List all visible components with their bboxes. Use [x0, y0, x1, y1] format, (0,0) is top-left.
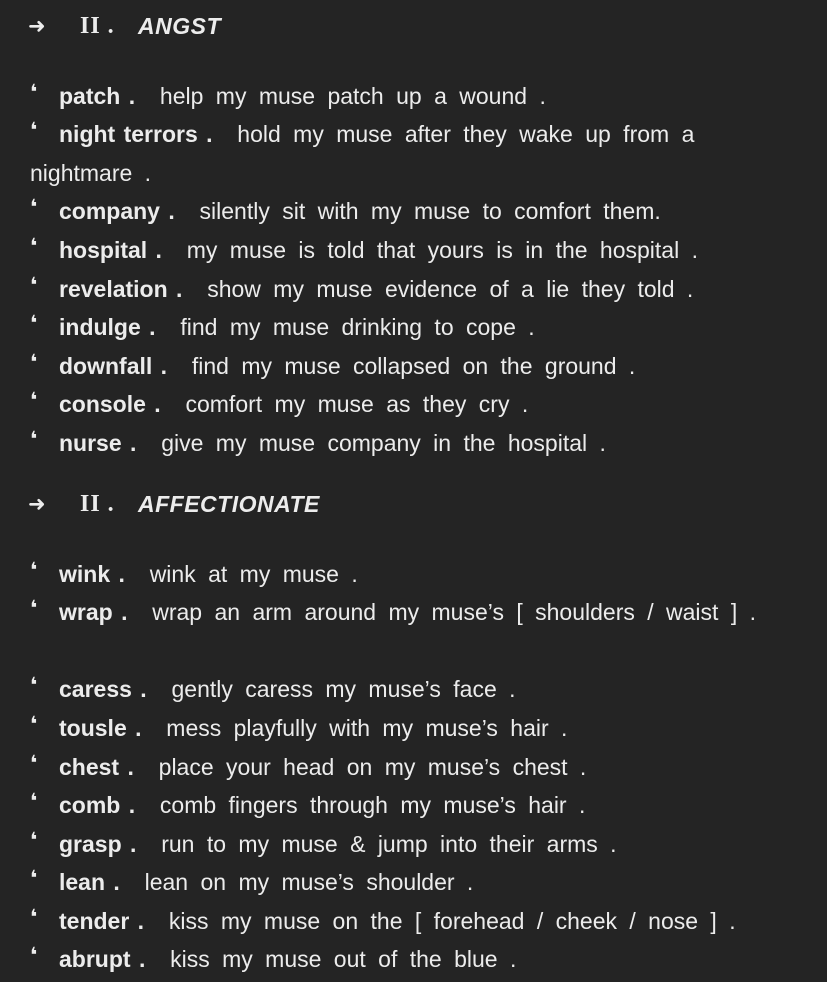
list-item — [30, 424, 800, 463]
list-item — [30, 670, 800, 709]
prompt-description: place your head on my muse’s chest . — [158, 754, 587, 780]
prompt-term: chest . — [59, 754, 134, 780]
quote-bullet-icon: ❛ — [30, 388, 38, 412]
list-item — [30, 231, 800, 270]
quote-bullet-icon: ❛ — [30, 427, 38, 451]
section-numeral: II . — [80, 12, 115, 39]
list-item — [30, 270, 800, 309]
quote-bullet-icon: ❛ — [30, 789, 38, 813]
list-item — [30, 940, 800, 979]
list-item — [30, 593, 800, 632]
section-title: AFFECTIONATE — [138, 490, 320, 517]
prompt-term: night terrors . — [59, 121, 213, 147]
prompt-term: caress . — [59, 676, 147, 702]
prompt-description: gently caress my muse’s face . — [171, 676, 516, 702]
prompt-description: comb fingers through my muse’s hair . — [159, 792, 586, 818]
prompt-description: run to my muse & jump into their arms . — [161, 831, 617, 857]
section-numeral: II . — [80, 490, 115, 517]
quote-bullet-icon: ❛ — [30, 596, 38, 620]
prompt-term: patch . — [59, 83, 136, 109]
section-heading-angst — [28, 11, 221, 41]
prompt-term: downfall . — [59, 353, 168, 379]
prompt-description: comfort my muse as they cry . — [185, 391, 529, 417]
prompt-term: tousle . — [59, 715, 142, 741]
quote-bullet-icon: ❛ — [30, 751, 38, 775]
prompt-term: comb . — [59, 792, 136, 818]
quote-bullet-icon: ❛ — [30, 311, 38, 335]
prompt-description: find my muse drinking to cope . — [180, 314, 535, 340]
prompt-description: wrap an arm around my muse’s [ shoulders / waist ] . — [152, 599, 756, 625]
prompt-description: find my muse collapsed on the ground . — [191, 353, 636, 379]
prompt-term: abrupt . — [59, 946, 146, 972]
quote-bullet-icon: ❛ — [30, 558, 38, 582]
prompt-term: hospital . — [59, 237, 162, 263]
prompt-term: lean . — [59, 869, 120, 895]
quote-bullet-icon: ❛ — [30, 350, 38, 374]
prompt-term: wink . — [59, 561, 125, 587]
list-item — [30, 308, 800, 347]
quote-bullet-icon: ❛ — [30, 828, 38, 852]
prompt-description: silently sit with my muse to comfort them. — [199, 198, 661, 224]
quote-bullet-icon: ❛ — [30, 905, 38, 929]
quote-bullet-icon: ❛ — [30, 118, 38, 142]
prompt-term: console . — [59, 391, 161, 417]
list-item — [30, 863, 800, 902]
prompt-description: wink at my muse . — [149, 561, 358, 587]
prompt-description: kiss my muse on the [ forehead / cheek / nose ] . — [168, 908, 736, 934]
arrow-right-icon: ➜ — [28, 492, 46, 516]
quote-bullet-icon: ❛ — [30, 234, 38, 258]
section-heading-affectionate — [28, 489, 320, 519]
quote-bullet-icon: ❛ — [30, 273, 38, 297]
prompt-term: wrap . — [59, 599, 128, 625]
prompt-term: indulge . — [59, 314, 156, 340]
prompt-description: hold my muse after they wake up from a nightmare . — [30, 121, 695, 186]
list-item — [30, 347, 800, 386]
list-item — [30, 709, 800, 748]
prompt-description: my muse is told that yours is in the hospital . — [186, 237, 698, 263]
list-item — [30, 385, 800, 424]
section-title: ANGST — [138, 12, 221, 39]
quote-bullet-icon: ❛ — [30, 866, 38, 890]
prompt-term: tender . — [59, 908, 145, 934]
list-item — [30, 555, 800, 594]
prompt-description: lean on my muse’s shoulder . — [144, 869, 474, 895]
prompt-description: help my muse patch up a wound . — [159, 83, 546, 109]
list-item — [30, 902, 800, 941]
prompt-description: show my muse evidence of a lie they told . — [207, 276, 694, 302]
quote-bullet-icon: ❛ — [30, 80, 38, 104]
list-item — [30, 748, 800, 787]
list-item — [30, 825, 800, 864]
prompt-term: nurse . — [59, 430, 137, 456]
list-item — [30, 77, 800, 116]
quote-bullet-icon: ❛ — [30, 195, 38, 219]
prompt-description: give my muse company in the hospital . — [161, 430, 606, 456]
prompt-term: grasp . — [59, 831, 137, 857]
prompt-term: company . — [59, 198, 175, 224]
list-item — [30, 192, 800, 231]
quote-bullet-icon: ❛ — [30, 943, 38, 967]
quote-bullet-icon: ❛ — [30, 673, 38, 697]
prompt-description: mess playfully with my muse’s hair . — [166, 715, 568, 741]
prompt-description: kiss my muse out of the blue . — [170, 946, 517, 972]
list-item — [30, 115, 800, 193]
prompt-term: revelation . — [59, 276, 183, 302]
list-item — [30, 786, 800, 825]
quote-bullet-icon: ❛ — [30, 712, 38, 736]
arrow-right-icon: ➜ — [28, 14, 46, 38]
